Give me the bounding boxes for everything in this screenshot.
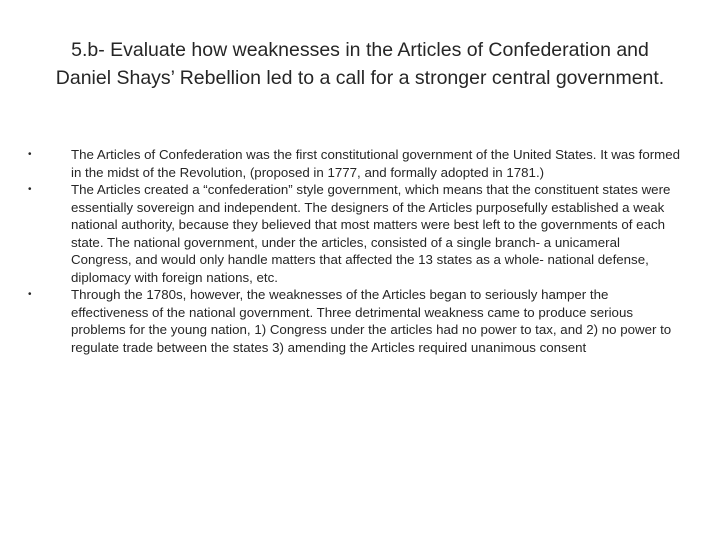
bullet-marker: • — [28, 289, 32, 300]
bullet-list — [28, 146, 683, 356]
bullet-item-3 — [28, 286, 683, 356]
bullet-text-1: The Articles of Confederation was the first constitutional government of the United States. It was formed in the midst of the Revolution, (proposed in 1777, and formally adopted in 1781.) — [71, 147, 681, 180]
slide-title — [36, 36, 684, 92]
bullet-text-3: Through the 1780s, however, the weaknesses of the Articles began to seriously hamper the effectiveness of the national government. Three detrimental weakness came to produce serious problems for the young nation, 1) Congress under the articles had no power to tax, and 2) no power to regulate trade between the states 3) amending the Articles required unanimous consent — [71, 287, 672, 355]
title-line-1: 5.b- Evaluate how weaknesses in the Articles of Confederation and — [71, 39, 649, 61]
bullet-marker: • — [28, 149, 32, 160]
bullet-text-2: The Articles created a “confederation” style government, which means that the constituent states were essentially sovereign and independent. The designers of the Articles purposefully established a weak national authority, because they believed that most matters were best left to the governments of each state. The national government, under the articles, consisted of a single branch- a unicameral Congress, and would only handle matters that affected the 13 states as a whole- national defense, diplomacy with foreign nations, etc. — [71, 182, 671, 285]
bullet-item-2 — [28, 181, 683, 286]
bullet-item-1 — [28, 146, 683, 181]
title-line-2: Daniel Shays’ Rebellion led to a call for a stronger central government. — [55, 67, 665, 89]
bullet-marker: • — [28, 184, 32, 195]
